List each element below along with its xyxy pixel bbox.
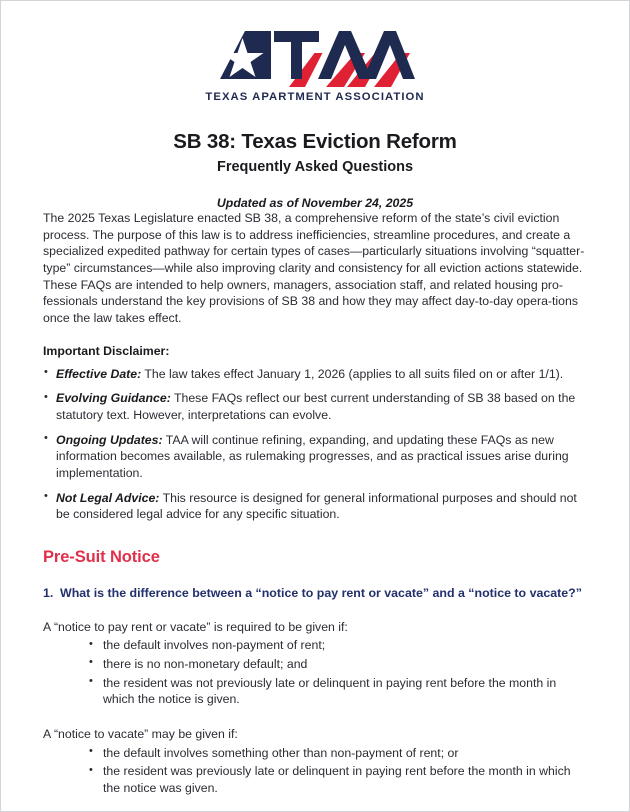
section-heading-pre-suit-notice: Pre-Suit Notice [43,547,160,566]
answer-lead: A “notice to vacate” may be given if: [43,726,238,741]
disclaimer-text: TAA will continue refining, expanding, and updating these FAQs as new information becomes available, as rulemaking progresses, and as practical issues arise during implementation. [56,432,569,480]
answer-lead: A “notice to pay rent or vacate” is required to be given if: [43,619,348,634]
list-item: • the resident was not previously late or delinquent in paying rent before the month in which the notice is given. [89,675,587,708]
taa-logo [43,1,587,103]
disclaimer-term: Effective Date: [56,366,142,381]
faq-question [43,585,587,602]
disclaimer-term: Not Legal Advice: [56,490,160,505]
list-item: • the default involves something other than non-payment of rent; or [89,745,587,762]
list-item: • the resident was previously late or delinquent in paying rent before the month in which the notice was given. [89,763,587,796]
disclaimer-list [43,366,587,523]
disclaimer-text: The law takes effect January 1, 2026 (applies to all suits filed on or after 1/1). [141,366,564,381]
title-block [43,130,587,210]
list-item [43,490,587,523]
logo-tagline: TEXAS APARTMENT ASSOCIATION [205,91,425,103]
list-item [43,390,587,423]
page-title: SB 38: Texas Eviction Reform [173,130,457,153]
updated-date: Updated as of November 24, 2025 [216,195,414,210]
page-subtitle: Frequently Asked Questions [216,158,414,175]
disclaimer-term: Ongoing Updates: [56,432,163,447]
list-item [43,366,587,383]
list-item [43,432,587,482]
taa-star-logo-icon [215,31,415,87]
disclaimer-text: This resource is designed for general informational purposes and should not be considered legal advice for any specific situation. [56,490,577,522]
disclaimer-label: Important Disclaimer: [43,343,170,358]
answer-bullet-list [43,637,587,708]
intro-section [43,210,587,327]
list-item: • there is no non-monetary default; and [89,656,587,673]
list-item: • the default involves non-payment of rent; [89,637,587,654]
faq-question-number: 1. [43,585,54,600]
intro-paragraph-1: The 2025 Texas Legislature enacted SB 38, a comprehensive reform of the state’s civil eviction process. The purpose of this law is to address inefficiencies, streamline procedures, and create a specialized expedited pathway for certain types of cases—particularly situations involving “squatter-type” circumstances—while also improving clarity and consistency for all eviction actions statewide. [43,210,585,275]
faq-item-1 [43,585,587,797]
answer-bullet-list [43,745,587,797]
disclaimer-text: These FAQs reflect our best current understanding of SB 38 based on the statutory text. However, interpretations can evolve. [56,391,576,422]
intro-paragraph-2: These FAQs are intended to help owners, managers, association staff, and related housing pro-fessionals understand the key provisions of SB 38 and how they may affect day-to-day opera-tions once the law takes effect. [43,277,578,325]
faq-question-text: What is the difference between a “notice to pay rent or vacate” and a “notice to vacate?” [60,585,582,600]
disclaimer-term: Evolving Guidance: [56,391,171,406]
